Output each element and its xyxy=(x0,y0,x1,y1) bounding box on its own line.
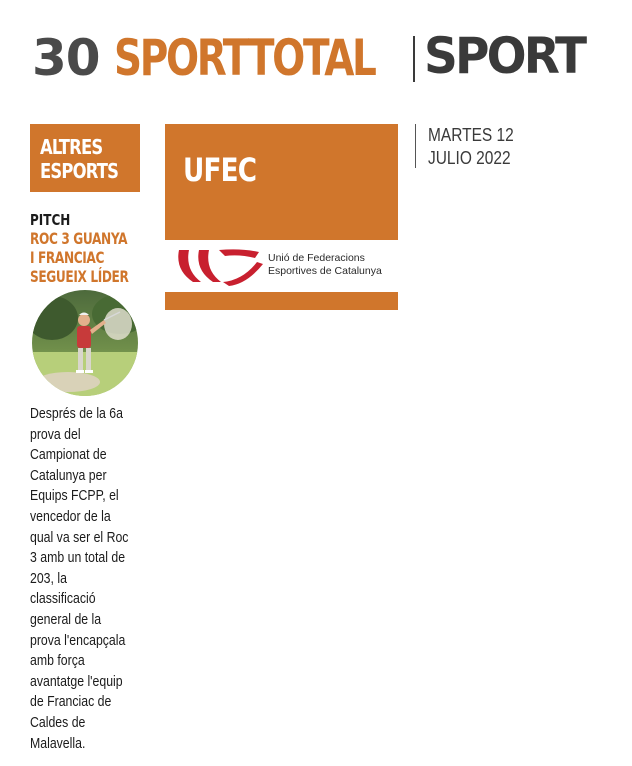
ufec-title: UFEC xyxy=(183,151,257,189)
article-kicker: PITCH xyxy=(30,211,71,229)
brand-logo: SPORT xyxy=(424,27,585,85)
ufec-logo-icon xyxy=(171,240,271,292)
date-line-2: JULIO 2022 xyxy=(428,148,511,168)
headline-line: SEGUEIX LÍDER xyxy=(30,267,129,286)
category-box xyxy=(30,124,140,192)
category-line: ESPORTS xyxy=(40,159,119,183)
article-headline xyxy=(30,229,160,286)
date-line-1: MARTES 12 xyxy=(428,125,514,145)
masthead-divider xyxy=(413,36,415,82)
ufec-banner xyxy=(165,124,398,310)
date-divider xyxy=(415,124,416,168)
ufec-logo-text xyxy=(268,252,382,278)
category-line: ALTRES xyxy=(40,135,103,159)
headline-line: I FRANCIAC xyxy=(30,248,105,267)
body-line: Campionat de xyxy=(30,446,107,464)
page-number: 30 xyxy=(32,29,100,87)
body-line: amb força xyxy=(30,652,85,670)
headline-line: ROC 3 GUANYA xyxy=(30,229,128,248)
logo-line: Esportives de Catalunya xyxy=(268,265,382,277)
body-line: prova l'encapçala xyxy=(30,631,126,649)
body-line: 203, la xyxy=(30,569,67,587)
body-line: Malavella. xyxy=(30,734,86,752)
body-line: Equips FCPP, el xyxy=(30,487,119,505)
body-line: general de la xyxy=(30,610,102,628)
section-title: SPORTTOTAL xyxy=(114,29,375,87)
body-line: Després de la 6a xyxy=(30,405,123,422)
golfer-photo xyxy=(32,290,138,396)
body-line: qual va ser el Roc xyxy=(30,528,129,546)
body-line: classificació xyxy=(30,590,96,608)
issue-date xyxy=(428,124,528,170)
body-line: vencedor de la xyxy=(30,507,111,525)
body-line: 3 amb un total de xyxy=(30,549,126,567)
body-line: prova del xyxy=(30,425,81,443)
ufec-logo-strip xyxy=(165,240,398,292)
masthead xyxy=(0,22,632,92)
body-line: Caldes de xyxy=(30,713,86,731)
body-line: Catalunya per xyxy=(30,466,107,484)
article-body xyxy=(30,404,170,754)
body-line: de Franciac de xyxy=(30,693,112,711)
logo-line: Unió de Federacions xyxy=(268,252,365,264)
body-line: avantatge l'equip xyxy=(30,672,123,690)
